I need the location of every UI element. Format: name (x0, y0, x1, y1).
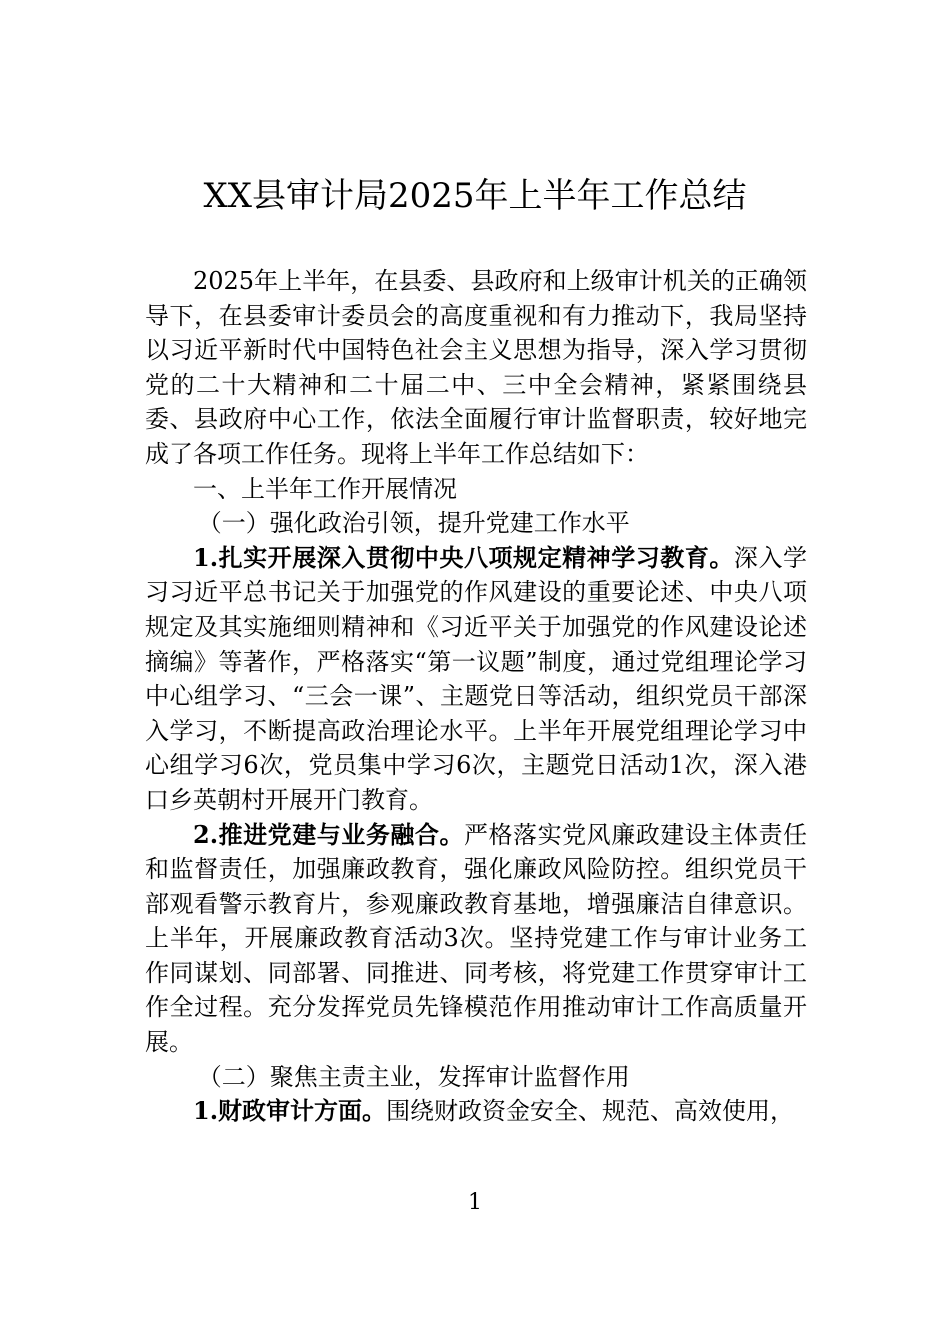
page-number: 1 (468, 1190, 482, 1215)
section-heading: 一、上半年工作开展情况 (193, 474, 457, 503)
subsection-heading-1: （一）强化政治引领，提升党建工作水平 (197, 509, 630, 538)
subsection-heading-2: （二）聚焦主责主业，发挥审计监督作用 (197, 1062, 630, 1091)
paragraph-item-2 (145, 818, 807, 1060)
item-1-text: 深入学习习近平总书记关于加强党的作风建设的重要论述、中央八项规定及其实施细则精神和《习近平关于加强党的作风建设论述摘编》等著作，严格落实“第一议题”制度，通过党组理论学习中心组学习、“三会一课”、主题党日等活动，组织党员干部深入学习，不断提高政治理论水平。上半年开展党组理论学习中心组学习6次，党员集中学习6次，主题党日活动1次，深入港口乡英朝村开展开门教育。 (145, 543, 807, 814)
document-title: XX县审计局2025年上半年工作总结 (203, 176, 747, 216)
item-1-lead: 1.扎实开展深入贯彻中央八项规定精神学习教育。 (193, 542, 734, 572)
item-3-lead: 1.财政审计方面。 (193, 1096, 387, 1126)
item-2-text: 严格落实党风廉政建设主体责任和监督责任，加强廉政教育，强化廉政风险防控。组织党员干部观看警示教育片，参观廉政教育基地，增强廉洁自律意识。上半年，开展廉政教育活动3次。坚持党建工作与审计业务工作同谋划、同部署、同推进、同考核，将党建工作贯穿审计工作全过程。充分发挥党员先锋模范作用推动审计工作高质量开展。 (145, 820, 807, 1057)
paragraph-item-3 (145, 1094, 807, 1129)
document-body (145, 264, 807, 1129)
intro-paragraph: 2025年上半年，在县委、县政府和上级审计机关的正确领导下，在县委审计委员会的高度重视和有力推动下，我局坚持以习近平新时代中国特色社会主义思想为指导，深入学习贯彻党的二十大精神和二十届二中、三中全会精神，紧紧围绕县委、县政府中心工作，依法全面履行审计监督职责，较好地完成了各项工作任务。现将上半年工作总结如下： (145, 267, 807, 468)
paragraph-item-1 (145, 541, 807, 818)
item-3-text: 围绕财政资金安全、规范、高效使用， (386, 1097, 795, 1126)
item-2-lead: 2.推进党建与业务融合。 (193, 819, 464, 849)
